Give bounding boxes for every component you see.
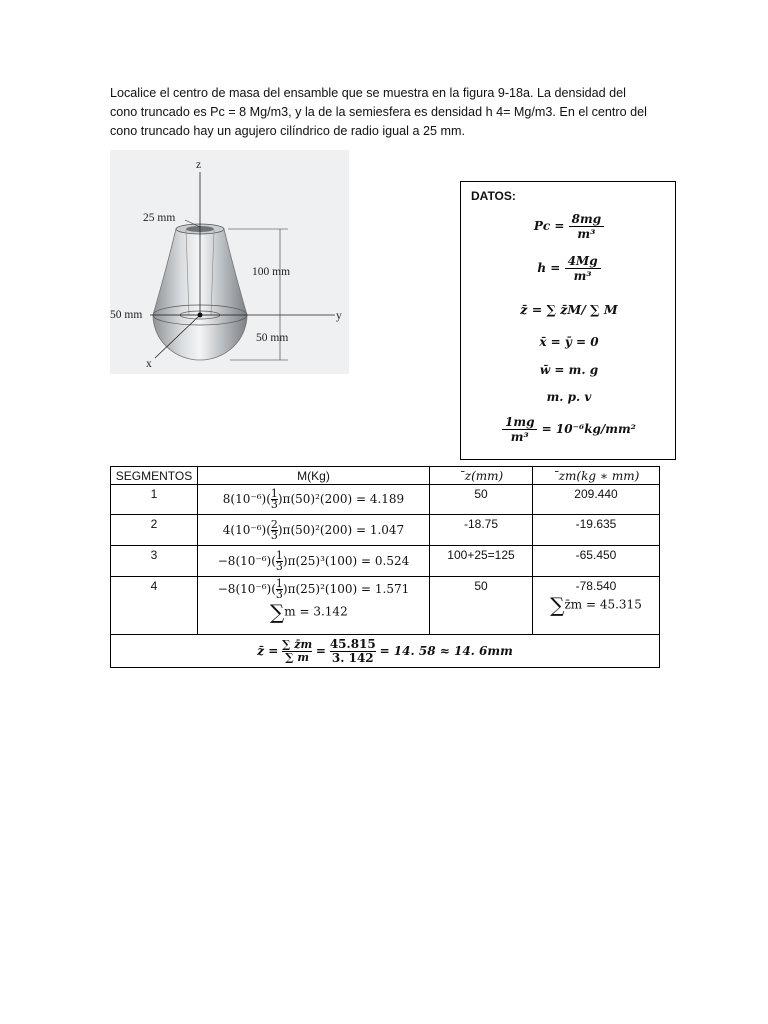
label-50mm-right: 50 mm [256, 332, 289, 344]
label-y: y [336, 310, 342, 322]
fraction-denominator: 3 [275, 588, 283, 601]
mass-fraction [276, 579, 283, 600]
sum-mass-value: m = 3.142 [284, 604, 348, 619]
sum-zm-value: z̄m = 45.315 [564, 597, 642, 612]
mass-suffix: )π(25)³(100) = 0.524 [282, 553, 410, 568]
pc-equation [461, 212, 677, 241]
result-fraction-2 [330, 638, 376, 665]
cell-mass [198, 546, 430, 577]
problem-line-3: cono truncado hay un agujero cilíndrico de radio igual a 25 mm. [110, 124, 465, 138]
fraction-denominator: 3 [270, 528, 278, 542]
problem-statement [110, 84, 670, 141]
pc-lhs: Pc = [533, 219, 565, 233]
fraction-numerator: 2 [270, 517, 278, 531]
mass-fraction [271, 489, 278, 510]
h-fraction [565, 254, 601, 283]
cell-mass [198, 515, 430, 546]
conversion-denominator: m³ [510, 430, 529, 444]
assembly-figure [110, 150, 349, 374]
fraction-numerator: 1 [275, 548, 283, 562]
conversion-fraction [502, 415, 537, 444]
pc-numerator: 8mg [569, 212, 604, 227]
label-50mm-left: 50 mm [110, 309, 143, 321]
cell-zbar: 100+25=125 [430, 546, 533, 577]
mass-suffix: )π(25)²(100) = 1.571 [282, 582, 410, 596]
h-numerator: 4Mg [565, 254, 601, 269]
cell-zbar: -18.75 [430, 515, 533, 546]
conversion-rhs: = 10⁻⁶kg/mm² [541, 422, 636, 436]
mass-suffix: )π(50)²(200) = 1.047 [277, 522, 405, 537]
cell-zm: -65.450 [533, 546, 660, 577]
datos-box [460, 181, 676, 460]
cell-mass [198, 485, 430, 515]
h-equation [461, 254, 677, 283]
cell-segment: 4 [111, 577, 198, 635]
mass-fraction [275, 548, 283, 573]
mass-suffix: )π(50)²(200) = 4.189 [277, 492, 405, 506]
fraction-numerator: 1 [270, 487, 278, 500]
fraction-numerator: 1 [275, 577, 283, 590]
header-zm: ¯zm(kg ∗ mm) [533, 467, 660, 485]
assembly-drawing [110, 150, 349, 374]
mass-prefix: 8(10⁻⁶)( [222, 492, 271, 506]
table-row [111, 577, 660, 635]
label-25mm: 25 mm [143, 212, 176, 224]
fraction-denominator: 3 [270, 498, 278, 511]
cell-segment: 3 [111, 546, 198, 577]
table-header-row [111, 467, 660, 485]
result-row [111, 635, 660, 668]
problem-line-1: Localice el centro de masa del ensamble que se muestra en la figura 9-18a. La densidad del [110, 86, 626, 100]
sigma-symbol: ∑ [550, 593, 565, 617]
table-row [111, 546, 660, 577]
fraction-denominator: 3 [275, 559, 283, 573]
h-denominator: m³ [573, 269, 592, 283]
result-cell: z̄ = $\frac{\sum z̄m}{\sum m}$ = $\frac{45.815}{3. 142}$ = 14. 58 ≈ 14. 6mm [111, 635, 660, 668]
h-lhs: h = [537, 261, 561, 275]
conversion-equation [461, 415, 677, 444]
cell-mass [198, 577, 430, 635]
conversion-numerator: 1mg [502, 415, 537, 430]
result-lhs: z̄ = [257, 643, 279, 658]
table-row [111, 485, 660, 515]
table-row [111, 515, 660, 546]
label-x: x [146, 358, 152, 370]
label-100mm: 100 mm [252, 266, 291, 278]
fraction-denominator: ∑ m [285, 650, 309, 664]
sum-mass [198, 600, 429, 624]
cell-segment: 1 [111, 485, 198, 515]
result-rhs: = 14. 58 ≈ 14. 6mm [379, 643, 513, 658]
weight-equation: w̄ = m. g [539, 363, 599, 377]
result-fraction-1 [282, 639, 312, 664]
pc-fraction [569, 212, 604, 241]
fraction-denominator: 3. 142 [331, 650, 374, 665]
datos-title: DATOS: [471, 189, 516, 203]
mass-prefix: −8(10⁻⁶)( [217, 582, 276, 596]
calculation-table [110, 466, 660, 668]
pc-denominator: m³ [577, 227, 596, 241]
mass-fraction [270, 517, 278, 542]
cell-zm [533, 577, 660, 635]
mass-prefix: 4(10⁻⁶)( [222, 522, 271, 537]
sigma-symbol: ∑ [270, 600, 285, 624]
cell-zm: -19.635 [533, 515, 660, 546]
xy-equation: x̄ = ȳ = 0 [539, 335, 599, 349]
fraction-numerator: ∑ z̄m [282, 637, 313, 651]
cell-zbar: 50 [430, 485, 533, 515]
fraction-numerator: 45.815 [329, 636, 376, 651]
label-z: z [196, 159, 202, 171]
mpv-equation: m. p. v [546, 390, 592, 404]
zbar-formula: z̄ = ∑ z̄M/ ∑ M [520, 302, 618, 317]
zm-value: -78.540 [575, 579, 617, 593]
cell-zbar: 50 [430, 577, 533, 635]
mass-prefix: −8(10⁻⁶)( [217, 553, 276, 568]
header-segmentos: SEGMENTOS [111, 467, 198, 485]
header-zbar: ¯z(mm) [430, 467, 533, 485]
header-mass: M(Kg) [198, 467, 430, 485]
cell-zm: 209.440 [533, 485, 660, 515]
cell-segment: 2 [111, 515, 198, 546]
sum-zm [533, 593, 659, 617]
problem-line-2: cono truncado es Pc = 8 Mg/m3, y la de la semiesfera es densidad h 4= Mg/m3. En el centro del [110, 105, 647, 119]
